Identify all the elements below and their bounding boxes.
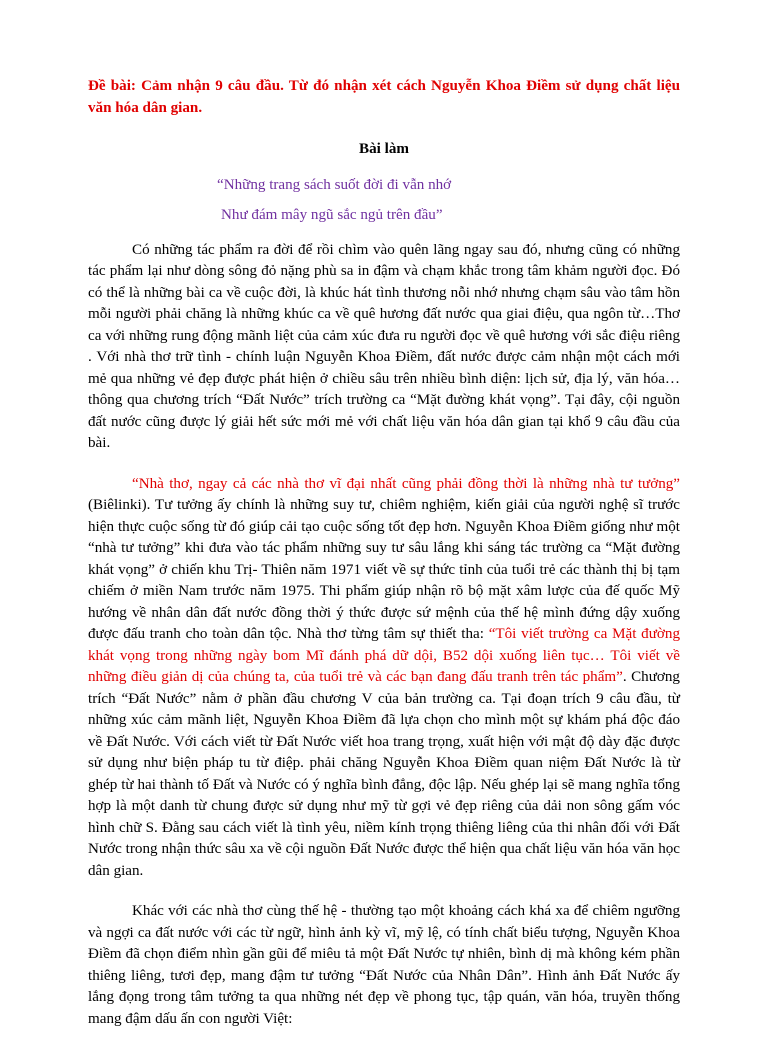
paragraph-2-text-b: . Chương trích “Đất Nước” nằm ở phần đầu chương V của bản trường ca. Tại đoạn trích 9 câu đầu, từ những xúc cảm mãnh liệt, Nguyễn Khoa Điềm đã lựa chọn cho mình một sự khám phá độc đáo về Đất Nước. Với cách viết từ Đất Nước viết hoa trang trọng, xuất hiện với mật độ dày đặc được sử dụng như biện pháp tu từ điệp. phải chăng Nguyễn Khoa Điềm quan niệm Đất Nước là từ ghép từ hai thành tố Đất và Nước có ý nghĩa bình đẳng, độc lập. Nếu ghép lại sẽ mang nghĩa tổng hợp là một danh từ chung được sử dụng như mỹ từ gợi vẻ đẹp riêng của dải non sông gấm vóc hình chữ S. Đằng sau cách viết là tình yêu, niềm kính trọng thiêng liêng của thi nhân đối với Đất Nước trong nhận thức sâu xa về cội nguồn Đất Nước được thể hiện qua chất liệu văn hóa văn học dân gian. (88, 669, 680, 879)
epigraph-poem (88, 175, 680, 227)
paragraph-2-text-a: (Biêlinki). Tư tưởng ấy chính là những suy tư, chiêm nghiệm, kiến giải của người nghệ sĩ trước hiện thực cuộc sống từ đó giúp cải tạo cuộc sống tốt đẹp hơn. Nguyễn Khoa Điềm giống như một “nhà tư tưởng” khi đưa vào tác phẩm những suy tư sâu lắng khi sáng tác trường ca “Mặt đường khát vọng” ở chiến khu Trị- Thiên năm 1971 viết về sự thức tỉnh của tuổi trẻ các thành thị bị tạm chiếm ở miền Nam trước năm 1975. Thi phẩm giúp nhận rõ bộ mặt xâm lược của đế quốc Mỹ hướng về nhân dân đất nước đồng thời ý thức được sứ mệnh của thế hệ mình đứng dậy xuống được đấu tranh cho toàn dân tộc. Nhà thơ từng tâm sự thiết tha: (88, 497, 680, 642)
author-quote: “Tôi viết trường ca Mặt đường khát vọng trong những ngày bom Mĩ đánh phá dữ dội, B52 dội xuống liên tục… Tôi viết về những điều giản dị của chúng ta, của tuổi trẻ và các bạn đang đấu tranh trên tác phẩm” (88, 626, 680, 685)
essay-subtitle: Bài làm (359, 141, 409, 157)
document-content (88, 75, 680, 1049)
poem-line-2: Như đám mây ngũ sắc ngủ trên đầu” (221, 207, 443, 223)
paragraph-1: Có những tác phẩm ra đời để rồi chìm vào quên lãng ngay sau đó, nhưng cũng có những tác phẩm lại như dòng sông đỏ nặng phù sa in đậm và chạm khắc trong tâm khảm người đọc. Đó có thể là những bài ca về cuộc đời, là khúc hát tình thương nỗi nhớ nhưng chạm sâu vào tâm hồn mỗi người phải chăng là những khúc ca về quê hương đất nước qua giai điệu, qua ngôn từ…Thơ ca với những rung động mãnh liệt của cảm xúc đưa ru người đọc về quê hương với sắc điệu riêng . Với nhà thơ trữ tình - chính luận Nguyễn Khoa Điềm, đất nước được cảm nhận một cách mới mẻ qua những vẻ đẹp được phát hiện ở chiều sâu trên nhiều bình diện: lịch sử, địa lý, văn hóa… thông qua chương trích “Đất Nước” trích trường ca “Mặt đường khát vọng”. Tại đây, cội nguồn đất nước cũng được lý giải hết sức mới mẻ với chất liệu văn hóa dân gian tại khổ 9 câu đầu của bài. (88, 241, 680, 451)
poem-line-1: “Những trang sách suốt đời đi vẫn nhớ (217, 176, 452, 193)
paragraph-3: Khác với các nhà thơ cùng thế hệ - thường tạo một khoảng cách khá xa để chiêm ngưỡng và ngợi ca đất nước với các từ ngữ, hình ảnh kỳ vĩ, mỹ lệ, có tính chất biểu tượng, Nguyễn Khoa Điềm đã chọn điểm nhìn gần gũi để miêu tả một Đất Nước tự nhiên, bình dị mà không kém phần thiêng liêng, tươi đẹp, mang đậm tư tưởng “Đất Nước của Nhân Dân”. Hình ảnh Đất Nước ấy lắng đọng trong tâm tưởng ta qua những nét đẹp về phong tục, tập quán, văn hóa, truyền thống mang đậm dấu ấn con người Việt: (88, 903, 680, 1027)
paragraph-2 (88, 474, 680, 883)
assignment-heading: Đề bài: Cảm nhận 9 câu đầu. Từ đó nhận xét cách Nguyễn Khoa Điềm sử dụng chất liệu văn hóa dân gian. (88, 78, 680, 116)
belinski-quote: “Nhà thơ, ngay cả các nhà thơ vĩ đại nhất cũng phải đồng thời là những nhà tư tưởng” (132, 475, 680, 492)
